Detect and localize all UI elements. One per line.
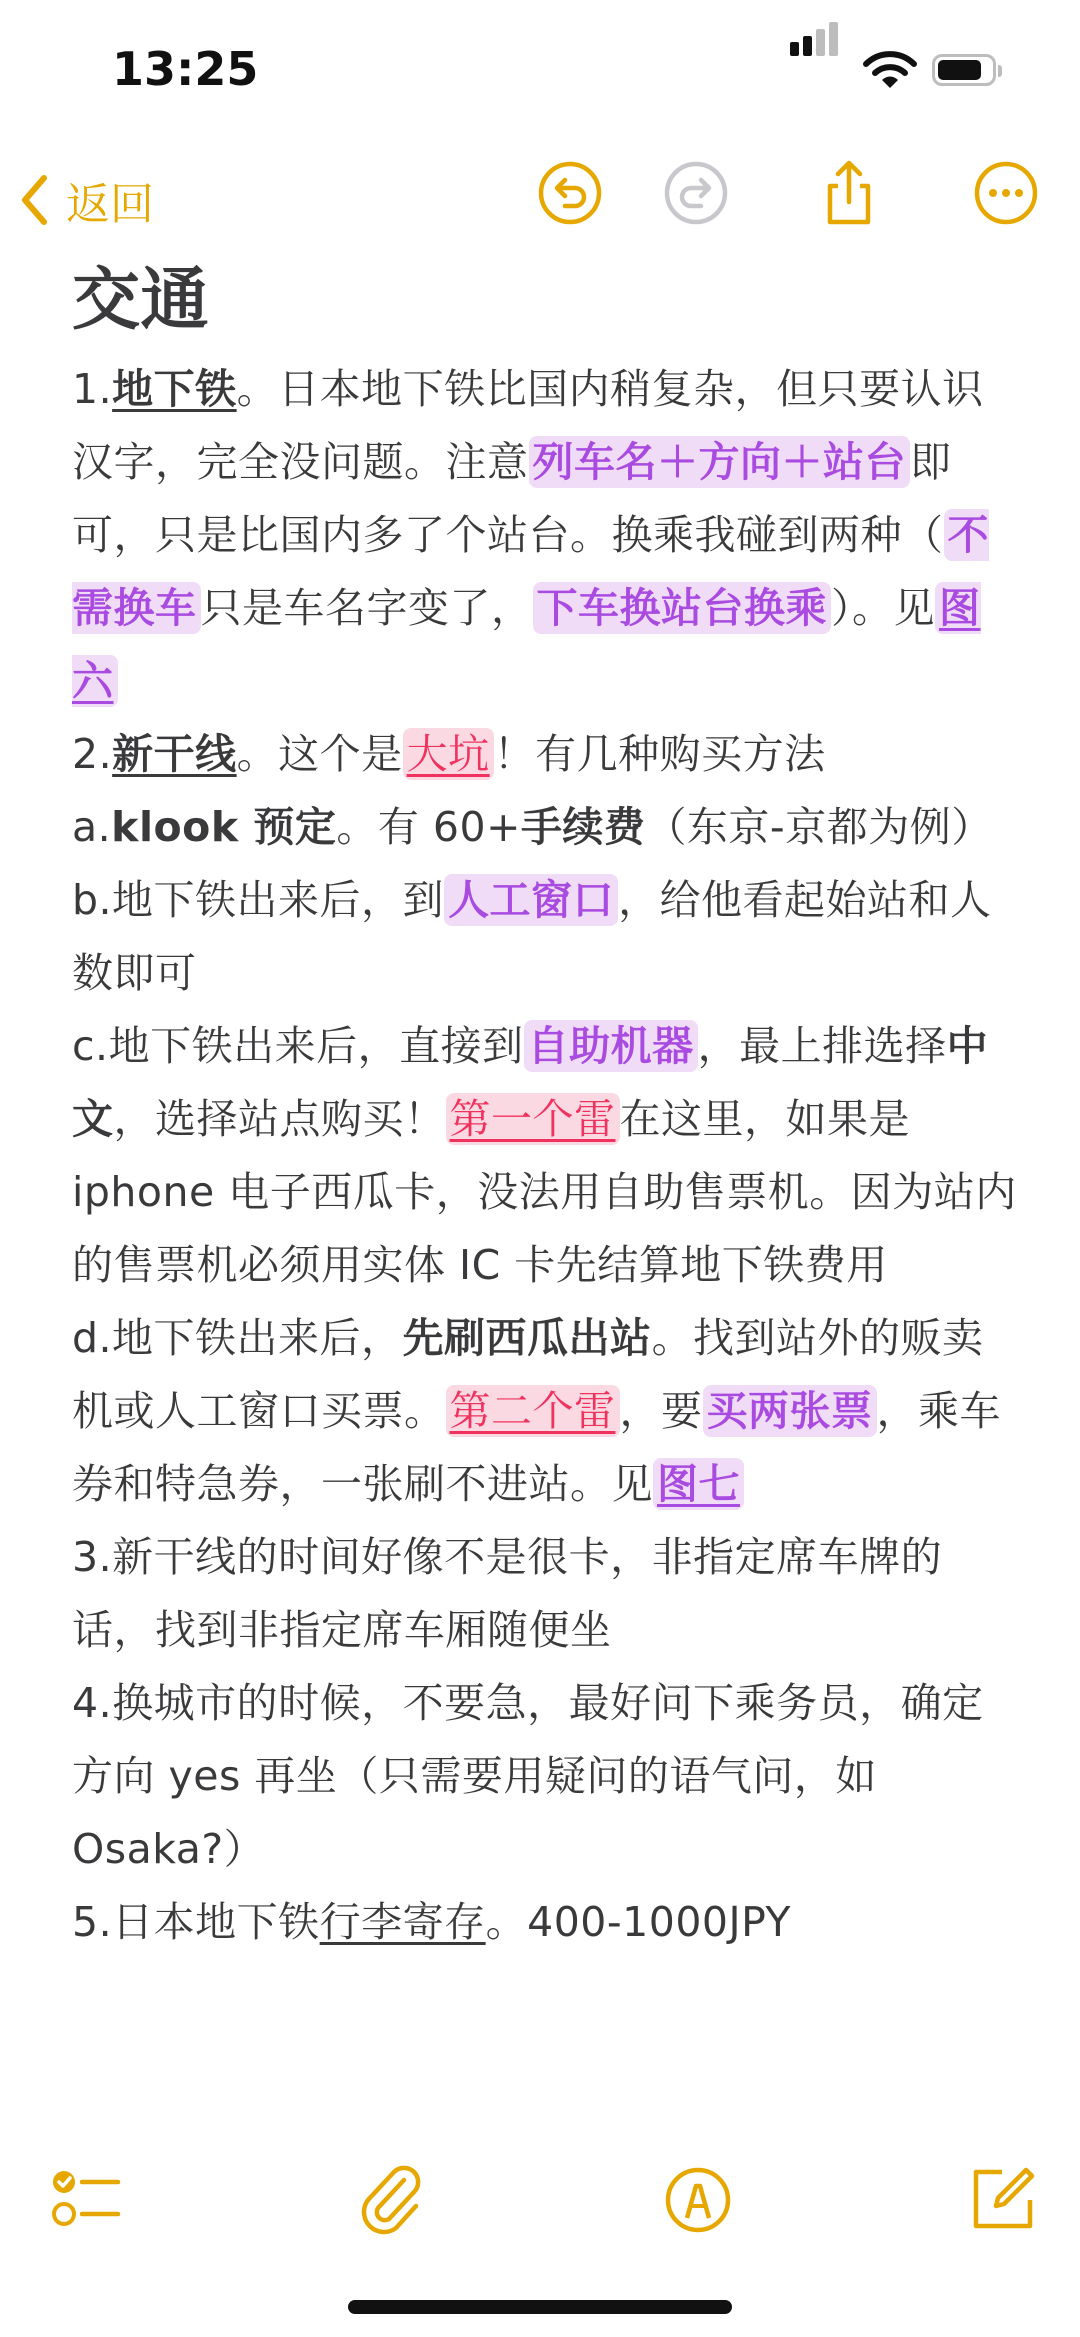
text: ，乘车券和特急券，一张刷不进站。见 (72, 1387, 1001, 1508)
redo-icon[interactable] (663, 160, 729, 226)
highlight-red: 第二个雷 (446, 1385, 620, 1437)
text: 。找到站外的贩卖机或人工窗口买票。 (72, 1314, 984, 1435)
highlight-purple: 买两张票 (703, 1385, 877, 1437)
note-title: 交通 (72, 261, 210, 340)
home-indicator[interactable] (348, 2300, 732, 2314)
note-body[interactable] (72, 255, 1022, 1959)
text: 。日本地下铁比国内稍复杂，但只要认识汉字，完全没问题。注意 (72, 365, 984, 486)
paragraph-shinkansen (72, 718, 1022, 791)
figure-link[interactable]: 图六 (72, 584, 981, 705)
text: ，最上排选择 (697, 1022, 947, 1070)
chevron-left-icon (20, 174, 48, 226)
paragraph-4: 4.换城市的时候，不要急，最好问下乘务员，确定方向 yes 再坐（只需要用疑问的语气问，如 Osaka?） (72, 1679, 984, 1873)
navigation-bar (0, 150, 1080, 250)
list-number: 2. (72, 730, 113, 778)
back-button[interactable] (20, 168, 154, 232)
underlined-text: 行李寄存 (319, 1898, 486, 1946)
highlight-purple: 人工窗口 (444, 874, 618, 926)
text: （东京-京都为例） (645, 803, 993, 851)
text: 即可，只是比国内多了个站台。换乘我碰到两种（ (72, 438, 952, 559)
bold-text: 中文 (72, 1022, 989, 1143)
highlight-purple: 不需换车 (72, 511, 989, 632)
bottom-toolbar (0, 2150, 1080, 2270)
paragraph-5 (72, 1886, 1022, 1959)
highlight-purple: 下车换站台换乘 (533, 582, 832, 634)
compose-icon[interactable] (962, 2160, 1042, 2240)
figure-link[interactable]: 图七 (653, 1458, 744, 1510)
list-letter: a. (72, 803, 112, 851)
text: 。400-1000JPY (485, 1898, 791, 1946)
paragraph-option-b (72, 864, 1022, 1010)
battery-icon (932, 54, 996, 86)
paragraph-option-a (72, 791, 1022, 864)
paragraph-subway (72, 353, 1022, 718)
paperclip-icon[interactable] (352, 2160, 432, 2240)
text: 。这个是 (236, 730, 403, 778)
wifi-icon (862, 50, 918, 90)
text: 5.日本地下铁 (72, 1898, 320, 1946)
text: 只是车名字变了， (200, 584, 533, 632)
text: ，给他看起始站和人数即可 (72, 876, 992, 997)
text: ，选择站点购买！ (113, 1095, 446, 1143)
paragraph-option-c (72, 1010, 1022, 1302)
bold-text: 手续费 (520, 803, 646, 851)
bold-text: 先刷西瓜出站 (402, 1314, 652, 1362)
highlight-red: 第一个雷 (446, 1093, 620, 1145)
item-heading: 新干线 (112, 730, 237, 778)
text: d.地下铁出来后， (72, 1314, 403, 1362)
more-icon[interactable] (973, 160, 1039, 226)
text: 在这里，如果是 iphone 电子西瓜卡，没法用自助售票机。因为站内的售票机必须用实体 IC 卡先结算地下铁费用 (72, 1095, 1017, 1289)
undo-icon[interactable] (537, 160, 603, 226)
text: 。有 60+ (336, 803, 521, 851)
text: ）。见 (831, 584, 935, 632)
text: b.地下铁出来后，到 (72, 876, 445, 924)
highlight-red: 大坑 (403, 728, 494, 780)
highlight-purple: 列车名＋方向＋站台 (529, 436, 911, 488)
back-label: 返回 (66, 179, 154, 230)
checklist-icon[interactable] (46, 2160, 126, 2240)
paragraph-3: 3.新干线的时间好像不是很卡，非指定席车牌的话，找到非指定席车厢随便坐 (72, 1533, 943, 1654)
status-bar (0, 0, 1080, 140)
highlight-purple: 自助机器 (524, 1020, 698, 1072)
item-heading: 地下铁 (112, 365, 237, 413)
text: c.地下铁出来后，直接到 (72, 1022, 524, 1070)
status-time: 13:25 (112, 42, 259, 96)
bold-text: klook 预定 (111, 803, 337, 851)
markup-pen-icon[interactable] (658, 2160, 738, 2240)
list-number: 1. (72, 365, 113, 413)
text: ！有几种购买方法 (493, 730, 826, 778)
share-icon[interactable] (816, 160, 882, 226)
paragraph-option-d (72, 1302, 1022, 1521)
text: ，要 (619, 1387, 703, 1435)
